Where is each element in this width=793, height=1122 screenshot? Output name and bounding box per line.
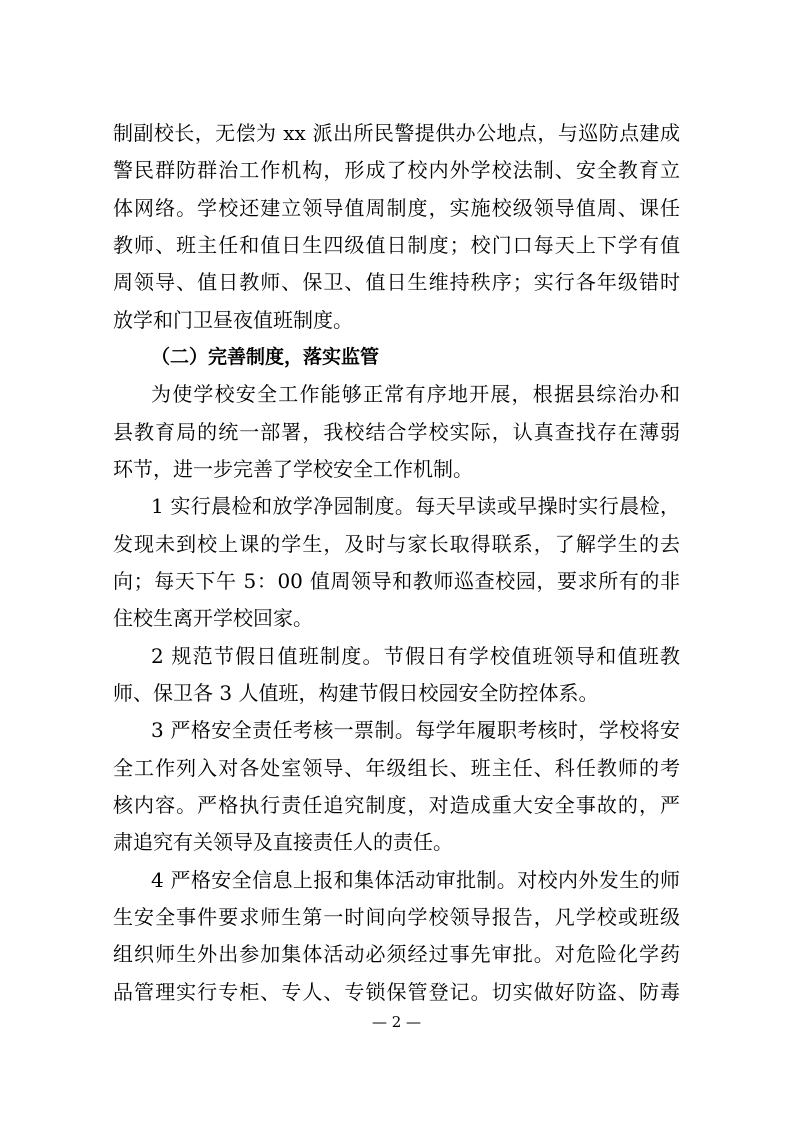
text-line: 教师、班主任和值日生四级值日制度；校门口每天上下学有值	[113, 233, 680, 257]
text-line: 生安全事件要求师生第一时间向学校领导报告，凡学校或班级	[113, 905, 680, 929]
text-line: 住校生离开学校回家。	[113, 606, 313, 630]
text-line: 组织师生外出参加集体活动必须经过事先审批。对危险化学药	[113, 942, 680, 966]
text-line: 警民群防群治工作机构，形成了校内外学校法制、安全教育立	[113, 158, 680, 182]
text-line: 核内容。严格执行责任追究制度，对造成重大安全事故的，严	[113, 793, 680, 817]
text-line: 1 实行晨检和放学净园制度。每天早读或早操时实行晨检，	[151, 494, 680, 518]
text-line: 放学和门卫昼夜值班制度。	[113, 308, 353, 332]
text-line: 为使学校安全工作能够正常有序地开展，根据县综治办和	[151, 382, 680, 406]
text-line: 2 规范节假日值班制度。节假日有学校值班领导和值班教	[151, 644, 680, 668]
text-line: 制副校长，无偿为 xx 派出所民警提供办公地点，与巡防点建成	[113, 121, 680, 145]
text-line: 周领导、值日教师、保卫、值日生维持秩序；实行各年级错时	[113, 270, 680, 294]
text-line: 肃追究有关领导及直接责任人的责任。	[113, 830, 453, 854]
text-line: 县教育局的统一部署，我校结合学校实际，认真查找存在薄弱	[113, 420, 680, 444]
section-heading: （二）完善制度，落实监管	[151, 346, 380, 368]
text-line: 体网络。学校还建立领导值周制度，实施校级领导值周、课任	[113, 196, 680, 220]
text-line: 环节，进一步完善了学校安全工作机制。	[113, 457, 473, 481]
text-line: 品管理实行专柜、专人、专锁保管登记。切实做好防盗、防毒	[113, 980, 680, 1004]
text-line: 发现未到校上课的学生，及时与家长取得联系，了解学生的去	[113, 532, 680, 556]
text-line: 全工作列入对各处室领导、年级组长、班主任、科任教师的考	[113, 756, 680, 780]
text-line: 向；每天下午 5：00 值周领导和教师巡查校园，要求所有的非	[113, 569, 680, 593]
page-number: — 2 —	[371, 1013, 422, 1031]
text-line: 师、保卫各 3 人值班，构建节假日校园安全防控体系。	[113, 681, 599, 705]
text-line: 4 严格安全信息上报和集体活动审批制。对校内外发生的师	[151, 868, 680, 892]
text-line: 3 严格安全责任考核一票制。每学年履职考核时，学校将安	[151, 718, 680, 742]
